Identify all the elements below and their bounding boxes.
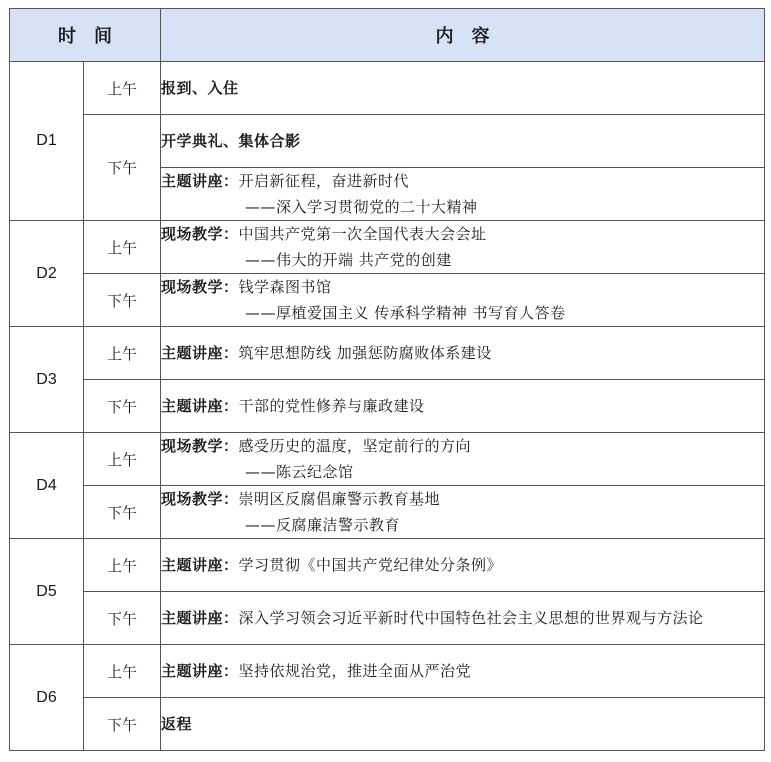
table-row bbox=[10, 433, 765, 486]
item-subtitle: ——厚植爱国主义 传承科学精神 书写育人答卷 bbox=[245, 304, 566, 322]
period-cell: 下午 bbox=[84, 380, 161, 433]
period-cell: 下午 bbox=[84, 486, 161, 539]
content-cell bbox=[161, 115, 765, 168]
item-label: 返程 bbox=[161, 715, 193, 733]
content-cell bbox=[161, 698, 765, 751]
table-row bbox=[10, 221, 765, 274]
period-cell: 上午 bbox=[84, 221, 161, 274]
item-label: 主题讲座： bbox=[161, 609, 239, 627]
item-label: 主题讲座： bbox=[161, 662, 239, 680]
table-row bbox=[10, 62, 765, 115]
item-label: 报到、入住 bbox=[161, 79, 239, 97]
table-row bbox=[10, 380, 765, 433]
item-label: 现场教学： bbox=[161, 225, 239, 243]
period-cell: 下午 bbox=[84, 115, 161, 221]
content-cell bbox=[161, 539, 765, 592]
day-cell: D5 bbox=[10, 539, 84, 645]
item-subtitle: ——反腐廉洁警示教育 bbox=[245, 516, 401, 534]
period-cell: 下午 bbox=[84, 592, 161, 645]
content-cell bbox=[161, 380, 765, 433]
header-row bbox=[10, 9, 765, 62]
period-cell: 下午 bbox=[84, 698, 161, 751]
day-cell: D1 bbox=[10, 62, 84, 221]
item-text: 学习贯彻《中国共产党纪律处分条例》 bbox=[238, 556, 503, 574]
item-label: 主题讲座： bbox=[161, 172, 239, 190]
period-cell: 下午 bbox=[84, 274, 161, 327]
item-label: 主题讲座： bbox=[161, 344, 239, 362]
header-time: 时 间 bbox=[10, 9, 161, 62]
content-cell bbox=[161, 327, 765, 380]
table-row bbox=[10, 274, 765, 327]
item-label: 现场教学： bbox=[161, 278, 239, 296]
period-cell: 上午 bbox=[84, 645, 161, 698]
item-subtitle: ——伟大的开端 共产党的创建 bbox=[245, 251, 452, 269]
item-text: 中国共产党第一次全国代表大会会址 bbox=[238, 225, 487, 243]
content-cell bbox=[161, 62, 765, 115]
item-text: 干部的党性修养与廉政建设 bbox=[238, 397, 425, 415]
table-row bbox=[10, 645, 765, 698]
table-row bbox=[10, 115, 765, 168]
content-cell bbox=[161, 274, 765, 327]
table-row bbox=[10, 698, 765, 751]
item-text: 筑牢思想防线 加强惩防腐败体系建设 bbox=[238, 344, 492, 362]
item-text: 钱学森图书馆 bbox=[238, 278, 332, 296]
day-cell: D3 bbox=[10, 327, 84, 433]
period-cell: 上午 bbox=[84, 62, 161, 115]
content-cell bbox=[161, 486, 765, 539]
item-text: 崇明区反腐倡廉警示教育基地 bbox=[238, 490, 441, 508]
item-label: 主题讲座： bbox=[161, 556, 239, 574]
table-row bbox=[10, 327, 765, 380]
period-cell: 上午 bbox=[84, 327, 161, 380]
header-content: 内 容 bbox=[161, 9, 765, 62]
content-cell bbox=[161, 433, 765, 486]
item-text: 坚持依规治党，推进全面从严治党 bbox=[238, 662, 472, 680]
content-cell bbox=[161, 168, 765, 221]
item-label: 现场教学： bbox=[161, 490, 239, 508]
day-cell: D2 bbox=[10, 221, 84, 327]
table-row bbox=[10, 486, 765, 539]
item-text: 深入学习领会习近平新时代中国特色社会主义思想的世界观与方法论 bbox=[238, 609, 704, 627]
table-row bbox=[10, 539, 765, 592]
schedule-table bbox=[9, 8, 765, 751]
day-cell: D6 bbox=[10, 645, 84, 751]
period-cell: 上午 bbox=[84, 433, 161, 486]
content-cell bbox=[161, 645, 765, 698]
item-subtitle: ——深入学习贯彻党的二十大精神 bbox=[245, 198, 478, 216]
item-label: 主题讲座： bbox=[161, 397, 239, 415]
table-row bbox=[10, 592, 765, 645]
item-text: 开启新征程，奋进新时代 bbox=[238, 172, 410, 190]
item-label: 现场教学： bbox=[161, 437, 239, 455]
item-subtitle: ——陈云纪念馆 bbox=[245, 463, 354, 481]
period-cell: 上午 bbox=[84, 539, 161, 592]
item-label: 开学典礼、集体合影 bbox=[161, 132, 301, 150]
day-cell: D4 bbox=[10, 433, 84, 539]
item-text: 感受历史的温度，坚定前行的方向 bbox=[238, 437, 472, 455]
content-cell bbox=[161, 592, 765, 645]
content-cell bbox=[161, 221, 765, 274]
